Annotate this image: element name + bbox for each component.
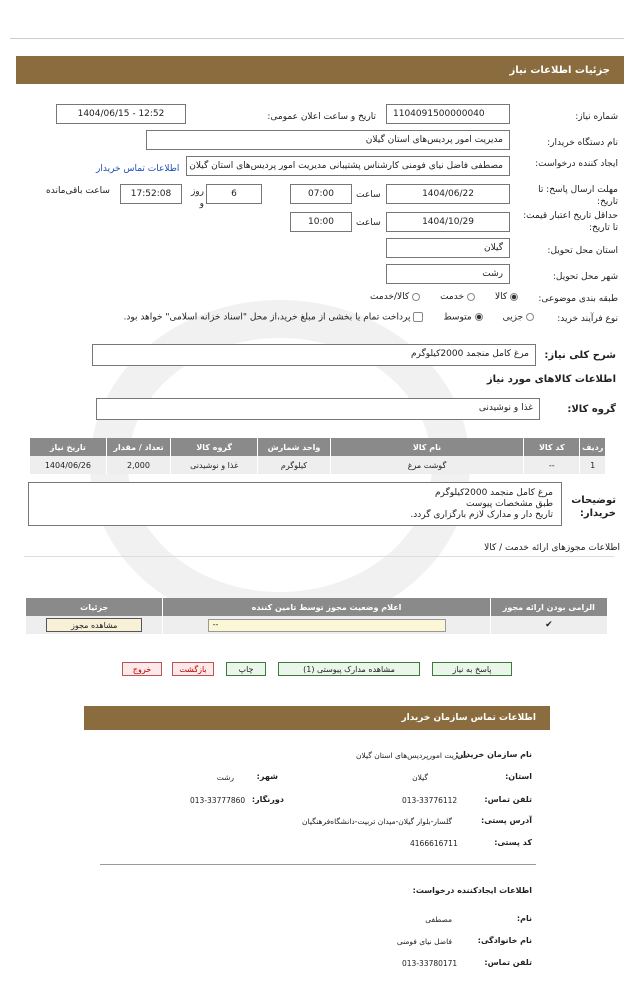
cat-goods-label: کالا [494, 292, 508, 302]
province-label: استان محل تحویل: [547, 246, 618, 256]
creator-field: مصطفی فاضل نیای فومنی کارشناس پشتیبانی مدیریت امور پردیس‌های استان گیلان [186, 156, 510, 176]
contact-address-label: آدرس پستی: [481, 816, 532, 825]
cell-unit: کیلوگرم [258, 456, 331, 474]
contact-phone: 013-33776112 [402, 796, 458, 805]
col-name: نام کالا [330, 438, 523, 456]
creator-family: فاضل نیای فومنی [396, 937, 452, 946]
notes-line-1: مرغ کامل منجمد 2000کیلوگرم [434, 488, 553, 498]
attachments-button[interactable]: مشاهده مدارک پیوستی (1) [278, 662, 420, 676]
validity-time-label: ساعت [356, 218, 381, 228]
proc-medium-label: متوسط [443, 312, 472, 323]
licenses-table [26, 598, 608, 634]
col-row: ردیف [580, 438, 606, 456]
proc-medium-radio[interactable] [475, 313, 483, 321]
need-number-field: 1104091500000040 [386, 104, 510, 124]
cell-row: 1 [580, 456, 606, 474]
lic-required-cell [490, 616, 607, 634]
licenses-divider [24, 556, 614, 557]
creator-phone: 013-33780171 [402, 959, 458, 968]
payment-note: پرداخت تمام یا بخشی از مبلغ خرید،از محل "اسناد خزانه اسلامی" خواهد بود. [123, 312, 411, 323]
reply-button[interactable]: پاسخ به نیاز [432, 662, 512, 676]
proc-partial-label: جزیی [502, 312, 524, 323]
cat-service-label: خدمت [440, 292, 465, 302]
cell-date: 1404/06/26 [30, 456, 106, 474]
province-field: گیلان [386, 238, 510, 258]
remaining-label: ساعت باقی‌مانده [46, 186, 110, 196]
contact-title: اطلاعات تماس سازمان خریدار [401, 713, 536, 723]
cat-both-radio[interactable] [412, 293, 420, 301]
deadline-time-label: ساعت [356, 190, 381, 200]
creator-phone-label: تلفن تماس: [484, 958, 532, 967]
cell-qty: 2,000 [106, 456, 170, 474]
remaining-time-field: 17:52:08 [120, 184, 182, 204]
creator-name: مصطفی [425, 915, 452, 924]
col-qty: تعداد / مقدار [106, 438, 170, 456]
goods-table [30, 438, 606, 474]
contact-province: گیلان [412, 773, 428, 782]
buyer-contact-link[interactable]: اطلاعات تماس خریدار [96, 164, 180, 174]
buyer-org-label: نام دستگاه خریدار: [547, 138, 618, 148]
need-number-label: شماره نیاز: [575, 112, 618, 122]
contact-postal: 4166616711 [410, 839, 458, 848]
contact-fax-label: دورنگار: [251, 795, 284, 804]
city-label: شهر محل تحویل: [552, 272, 618, 282]
goods-group-label: گروه کالا: [567, 404, 616, 415]
notes-line-2: طبق مشخصات پیوست [465, 499, 553, 509]
check-icon: ✔ [545, 620, 553, 630]
deadline-time-field: 07:00 [290, 184, 352, 204]
creator-family-label: نام خانوادگی: [477, 936, 532, 945]
announce-label: تاریخ و ساعت اعلان عمومی: [267, 112, 376, 122]
cat-goods-radio[interactable] [510, 293, 518, 301]
page-header [16, 56, 624, 84]
buyer-notes-label: توضیحات خریدار: [571, 495, 616, 519]
proc-partial-radio[interactable] [526, 313, 534, 321]
contact-province-label: استان: [505, 772, 532, 781]
cat-service-radio[interactable] [467, 293, 475, 301]
contact-header [84, 706, 550, 730]
back-button[interactable]: بازگشت [172, 662, 214, 676]
contact-divider [100, 864, 536, 865]
process-options [123, 312, 534, 323]
print-button[interactable]: چاپ [226, 662, 266, 676]
page-title: جزئیات اطلاعات نیاز [509, 65, 610, 76]
goods-section-title: اطلاعات کالاهای مورد نیاز [486, 374, 616, 385]
process-label: نوع فرآیند خرید: [557, 314, 618, 324]
col-code: کد کالا [524, 438, 580, 456]
lic-details-cell [26, 616, 163, 634]
days-field: 6 [206, 184, 262, 204]
category-options [370, 292, 518, 302]
notes-line-3: تاریخ دار و مدارک لازم بارگزاری گردد. [410, 510, 553, 520]
creator-info-title: اطلاعات ایجادکننده درخواست: [412, 886, 532, 895]
creator-label: ایجاد کننده درخواست: [535, 159, 618, 169]
licenses-title: اطلاعات مجوزهای ارائه خدمت / کالا [484, 543, 620, 553]
cell-group: غذا و نوشیدنی [171, 456, 258, 474]
buyer-notes-box [28, 482, 562, 526]
deadline-date-field: 1404/06/22 [386, 184, 510, 204]
validity-date-field: 1404/10/29 [386, 212, 510, 232]
lic-status-field: -- [208, 619, 446, 632]
days-label: روز و [190, 187, 204, 209]
table-row [26, 616, 608, 634]
cell-code: -- [524, 456, 580, 474]
contact-phone-label: تلفن تماس: [484, 795, 532, 804]
summary-label: شرح کلی نیاز: [544, 350, 616, 361]
summary-field: مرغ کامل منجمد 2000کیلوگرم [92, 344, 536, 366]
announce-field: 1404/06/15 - 12:52 [56, 104, 186, 124]
col-group: گروه کالا [171, 438, 258, 456]
contact-org-label: نام سازمان خریدار: [455, 750, 532, 759]
exit-button[interactable]: خروج [122, 662, 162, 676]
lic-status-cell [163, 616, 490, 634]
lic-col-status: اعلام وضعیت مجوز توسط تامین کننده [163, 598, 490, 616]
cell-name: گوشت مرغ [330, 456, 523, 474]
validity-label: حداقل تاریخ اعتبار قیمت: تا تاریخ: [523, 211, 618, 233]
contact-org: مدیریت امورپردیس‌های استان گیلان [356, 751, 468, 760]
deadline-label: مهلت ارسال پاسخ: تا تاریخ: [538, 185, 618, 207]
contact-postal-label: کد پستی: [494, 838, 532, 847]
lic-col-details: جزئیات [26, 598, 163, 616]
city-field: رشت [386, 264, 510, 284]
contact-city: رشت [216, 773, 234, 782]
category-label: طبقه بندی موضوعی: [538, 294, 618, 304]
view-license-button[interactable]: مشاهده مجوز [46, 618, 142, 632]
contact-fax: 013-33777860 [190, 796, 246, 805]
cat-both-label: کالا/خدمت [370, 292, 410, 302]
col-unit: واحد شمارش [258, 438, 331, 456]
validity-time-field: 10:00 [290, 212, 352, 232]
col-date: تاریخ نیاز [30, 438, 106, 456]
goods-group-field: غذا و نوشیدنی [96, 398, 540, 420]
creator-name-label: نام: [516, 914, 532, 923]
buyer-org-field: مدیریت امور پردیس‌های استان گیلان [146, 130, 510, 150]
contact-city-label: شهر: [256, 772, 278, 781]
contact-address: گلسار-بلوار گیلان-میدان تربیت-دانشگاه‌فرهنگیان [302, 817, 452, 826]
lic-col-required: الزامی بودن ارائه مجوز [490, 598, 607, 616]
top-divider [10, 38, 624, 39]
treasury-checkbox[interactable] [413, 312, 423, 322]
table-row [30, 456, 606, 474]
